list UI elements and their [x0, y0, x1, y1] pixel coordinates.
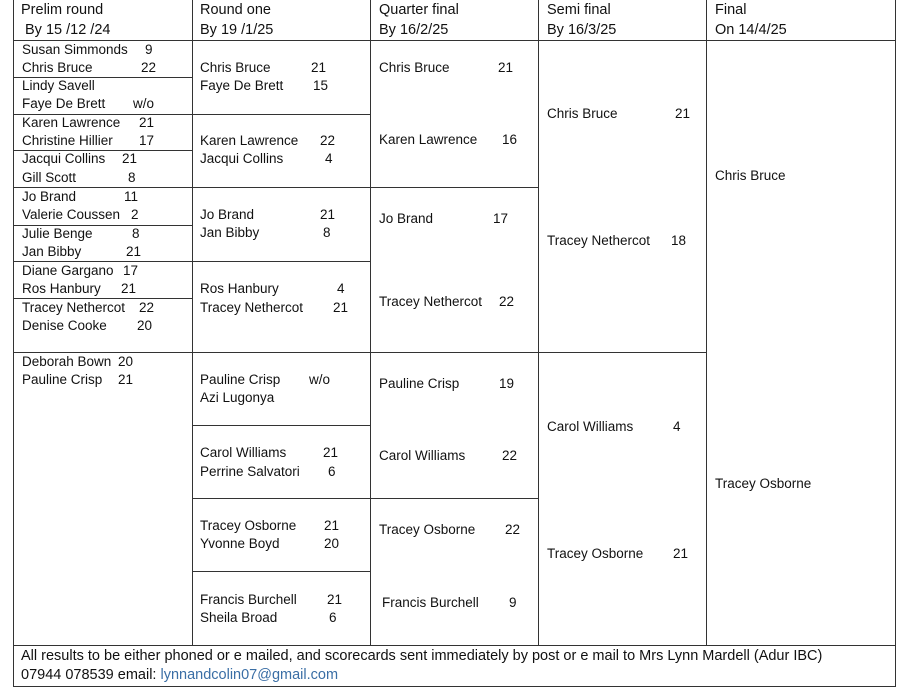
- player-name: Tracey Nethercot: [379, 294, 483, 309]
- player-name: Pauline Crisp: [200, 372, 281, 387]
- player-name: Carol Williams: [547, 419, 634, 434]
- player-name: Jo Brand: [200, 207, 255, 222]
- player-name: Deborah Bown: [22, 354, 112, 369]
- player-score: w/o: [133, 96, 155, 111]
- player-score: 20: [137, 318, 153, 333]
- player-score: 15: [313, 78, 329, 93]
- header-round: Quarter final: [379, 2, 459, 18]
- col-sep-3: [538, 0, 539, 645]
- player-score: 9: [509, 595, 517, 610]
- player-name: Faye De Brett: [22, 96, 106, 111]
- player-name: Gill Scott: [22, 170, 77, 185]
- round-one-divider: [192, 187, 371, 188]
- player-name: Valerie Coussen: [22, 207, 121, 222]
- player-score: 21: [139, 115, 155, 130]
- player-score: 19: [499, 376, 515, 391]
- player-name: Chris Bruce: [22, 60, 93, 75]
- player-name: Chris Bruce: [379, 60, 450, 75]
- player-score: 2: [131, 207, 139, 222]
- player-name: Pauline Crisp: [22, 372, 103, 387]
- player-name: Tracey Osborne: [715, 476, 812, 491]
- player-score: 21: [121, 281, 137, 296]
- header-date: By 16/2/25: [379, 22, 449, 38]
- player-score: 22: [139, 300, 155, 315]
- frame-left: [13, 0, 14, 687]
- footer-divider: [13, 645, 896, 646]
- player-score: 4: [673, 419, 681, 434]
- col-sep-2: [370, 0, 371, 645]
- round-one-divider: [192, 114, 371, 115]
- round-one-divider: [192, 261, 371, 262]
- player-score: 21: [311, 60, 327, 75]
- header-round: Prelim round: [21, 2, 104, 18]
- player-score: 8: [128, 170, 136, 185]
- player-name: Ros Hanbury: [22, 281, 101, 296]
- player-score: 4: [337, 281, 345, 296]
- player-score: 21: [673, 546, 689, 561]
- player-score: 21: [122, 151, 138, 166]
- email-link[interactable]: lynnandcolin07@gmail.com: [160, 667, 339, 683]
- player-score: 22: [499, 294, 515, 309]
- player-score: 21: [324, 518, 340, 533]
- header-date: By 16/3/25: [547, 22, 617, 38]
- player-score: 18: [671, 233, 687, 248]
- header-date: On 14/4/25: [715, 22, 787, 38]
- player-name: Diane Gargano: [22, 263, 114, 278]
- player-score: w/o: [309, 372, 331, 387]
- player-score: 22: [320, 133, 336, 148]
- player-score: 6: [329, 610, 337, 625]
- round-one-divider: [192, 571, 371, 572]
- player-score: 20: [324, 536, 340, 551]
- player-score: 21: [126, 244, 142, 259]
- player-name: Tracey Osborne: [379, 522, 476, 537]
- player-score: 17: [139, 133, 155, 148]
- player-name: Karen Lawrence: [22, 115, 121, 130]
- semi-divider: [538, 352, 707, 353]
- player-name: Tracey Osborne: [200, 518, 297, 533]
- player-name: Jan Bibby: [200, 225, 260, 240]
- header-date: By 19 /1/25: [200, 22, 274, 38]
- player-score: 20: [118, 354, 134, 369]
- player-name: Francis Burchell: [382, 595, 479, 610]
- player-score: 17: [493, 211, 509, 226]
- quarter-divider: [370, 352, 539, 353]
- round-one-divider: [192, 352, 371, 353]
- player-name: Perrine Salvatori: [200, 464, 300, 479]
- player-name: Yvonne Boyd: [200, 536, 280, 551]
- round-one-divider: [192, 498, 371, 499]
- frame-right: [895, 0, 896, 687]
- player-score: 17: [123, 263, 139, 278]
- player-score: 21: [675, 106, 691, 121]
- player-score: 22: [141, 60, 157, 75]
- player-name: Faye De Brett: [200, 78, 284, 93]
- quarter-divider: [370, 187, 539, 188]
- player-name: Tracey Nethercot: [22, 300, 126, 315]
- player-name: Carol Williams: [200, 445, 287, 460]
- quarter-divider: [370, 498, 539, 499]
- player-name: Chris Bruce: [547, 106, 618, 121]
- player-name: Denise Cooke: [22, 318, 107, 333]
- player-name: Jo Brand: [379, 211, 434, 226]
- footer-phone: 07944 078539 email:: [21, 667, 161, 683]
- player-score: 21: [118, 372, 134, 387]
- player-score: 4: [325, 151, 333, 166]
- player-score: 8: [323, 225, 331, 240]
- player-name: Chris Bruce: [715, 168, 786, 183]
- player-name: Francis Burchell: [200, 592, 297, 607]
- footer-contact: [21, 666, 338, 684]
- player-name: Jacqui Collins: [200, 151, 284, 166]
- player-score: 22: [502, 448, 518, 463]
- player-score: 21: [323, 445, 339, 460]
- header-round: Round one: [200, 2, 271, 18]
- col-sep-4: [706, 0, 707, 645]
- player-name: Karen Lawrence: [379, 132, 478, 147]
- header-date: By 15 /12 /24: [25, 22, 111, 38]
- player-name: Tracey Nethercot: [200, 300, 304, 315]
- player-name: Carol Williams: [379, 448, 466, 463]
- player-name: Christine Hillier: [22, 133, 113, 148]
- player-score: 21: [320, 207, 336, 222]
- player-name: Julie Benge: [22, 226, 93, 241]
- col-sep-1: [192, 0, 193, 645]
- player-score: 22: [505, 522, 521, 537]
- player-name: Lindy Savell: [22, 78, 95, 93]
- header-round: Final: [715, 2, 747, 18]
- player-name: Jan Bibby: [22, 244, 82, 259]
- player-name: Tracey Osborne: [547, 546, 644, 561]
- player-score: 21: [333, 300, 349, 315]
- footer-instructions: All results to be either phoned or e mailed, and scorecards sent immediately by post or e mail to Mrs Lynn Mardell (Adur IBC): [21, 648, 823, 664]
- player-name: Azi Lugonya: [200, 390, 275, 405]
- player-score: 16: [502, 132, 518, 147]
- player-score: 21: [327, 592, 343, 607]
- player-name: Ros Hanbury: [200, 281, 279, 296]
- round-one-divider: [192, 425, 371, 426]
- player-score: 6: [328, 464, 336, 479]
- player-name: Sheila Broad: [200, 610, 278, 625]
- player-name: Pauline Crisp: [379, 376, 460, 391]
- player-name: Susan Simmonds: [22, 42, 128, 57]
- player-name: Jo Brand: [22, 189, 77, 204]
- player-name: Karen Lawrence: [200, 133, 299, 148]
- frame-bottom: [13, 686, 896, 687]
- player-name: Tracey Nethercot: [547, 233, 651, 248]
- player-score: 9: [145, 42, 153, 57]
- player-name: Chris Bruce: [200, 60, 271, 75]
- player-name: Jacqui Collins: [22, 151, 106, 166]
- player-score: 8: [132, 226, 140, 241]
- player-score: 11: [124, 189, 139, 204]
- player-score: 21: [498, 60, 514, 75]
- header-round: Semi final: [547, 2, 611, 18]
